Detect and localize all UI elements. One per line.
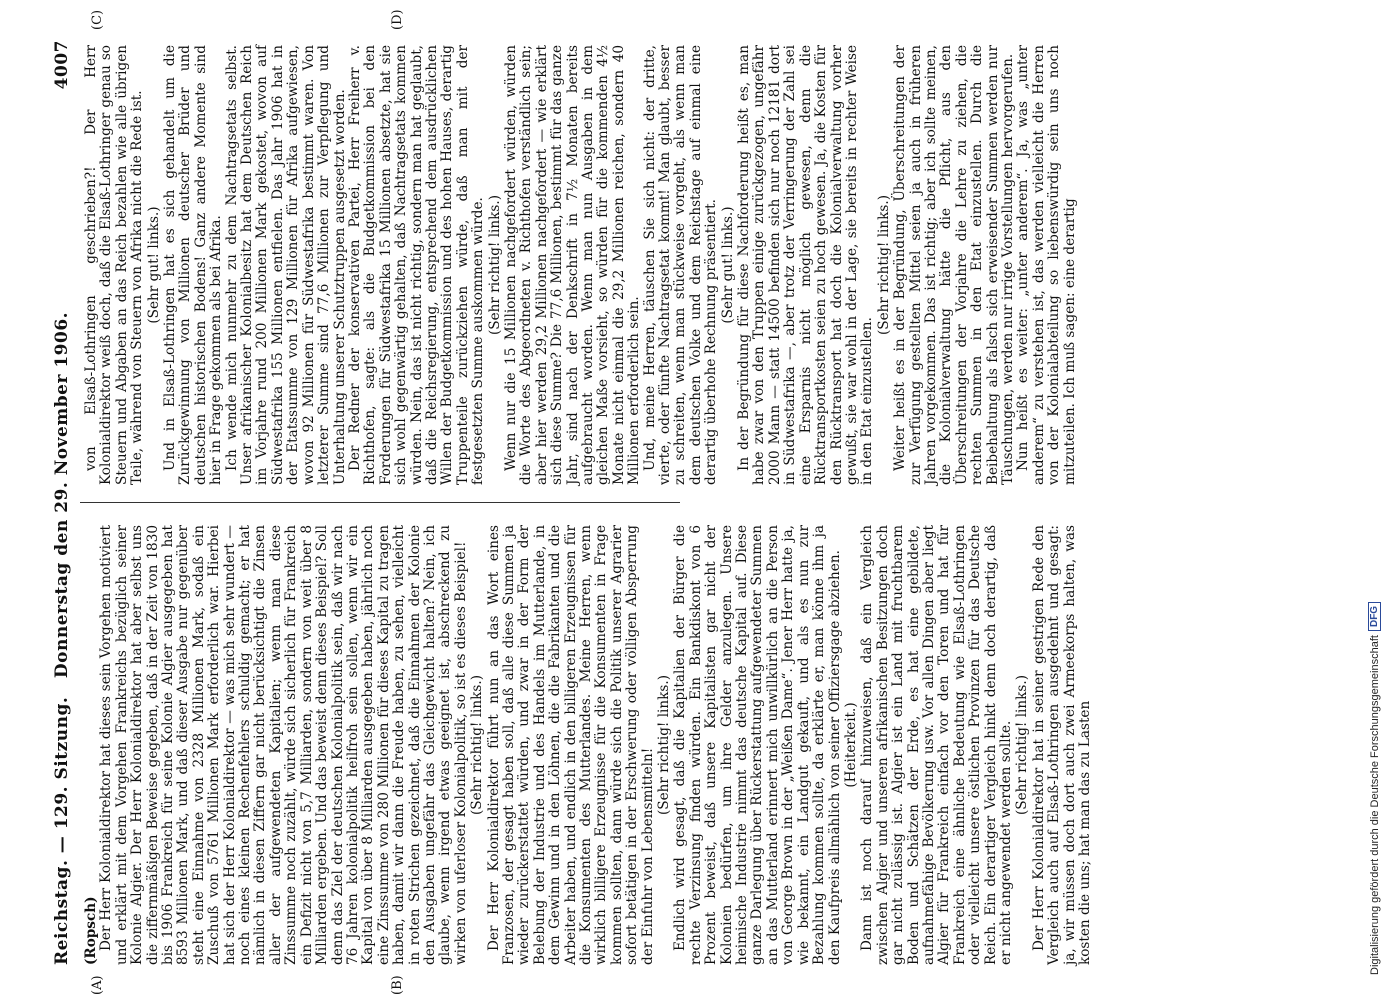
paragraph: Der Herr Kolonialdirektor führt nun an das Wort eines Franzosen, der gesagt haben soll, daß alle diese Summen ja wieder zurückerstattet würden, und zwar in der Form der Belebung der Industrie und des Handels im Mutterlande, in dem Gewinn und in den Löhnen, die die Fabrikanten und die Arbeiter haben, und endlich in den billigeren Erzeugnissen für die Konsumenten des Mutterlandes. Meine Herren, wenn wirklich billigere Erzeugnisse für die Konsumenten in Frage kommen sollten, dann würde sich die Politik unserer Agrarier sofort betätigen in der Erschwerung oder völligen Absperrung der Einfuhr von Lebensmitteln! xyxy=(485,525,656,965)
paragraph: In der Begründung für diese Nachforderung heißt es, man habe zwar von den Truppen einige zurückgezogen, ungefähr 2000 Mann — statt 14500 befinden sich nur noch 12181 dort in Südwestafrika —, aber trotz der Verringerung der Zahl sei eine Ersparnis nicht möglich gewesen, denn die Rücktransportkosten seien zu hoch gewesen. Ja, die Kosten für den Rücktransport hat doch die Kolonialverwaltung vorher gewußt, sie war wohl in der Lage, sie bereits in rechter Weise in den Etat einzustellen. xyxy=(736,45,876,485)
paragraph: Weiter heißt es in der Begründung, Überschreitungen der zur Verfügung gestellten Mittel seien ja auch in früheren Jahren vorgekommen. Das ist richtig; aber ich sollte meinen, die Kolonialverwaltung hätte die Pflicht, aus den Überschreitungen der Vorjahre die Lehre zu ziehen, die rechten Summen in den Etat einzustellen. Durch die Beibehaltung als falsch sich erweisender Summen werden nur Täuschungen, werden nur irrige Vorstellungen hervorgerufen. xyxy=(892,45,1016,485)
interjection: (Sehr gut! links.) xyxy=(145,206,162,324)
interjection: (Sehr gut! links.) xyxy=(719,206,736,324)
column-divider xyxy=(80,502,680,503)
right-column xyxy=(83,45,1078,485)
paragraph: Der Redner der konservativen Partei, Herr Freiherr v. Richthofen, sagte: als die Budgetkommission bei den Forderungen für Südwestafrika 15 Millionen absetzte, hat sie sich wohl gegenwärtig gehalten, daß Nachtragsetats kommen würden. Nein, das ist nicht richtig, sondern man hat geglaubt, daß die Reichsregierung, entsprechend dem ausdrücklichen Willen der Budgetkommission und des hohen Hauses, derartig Truppenteile zurückziehen würde, daß man mit der festgesetzten Summe auskommen würde. xyxy=(346,45,487,485)
paragraph: von Elsaß-Lothringen geschrieben?! Der Herr Kolonialdirektor weiß doch, daß die Elsaß-Lothringer genau so Steuern und Abgaben an das Reich bezahlen wie alle übrigen Teile, während von Steuern von Afrika nicht die Rede ist. xyxy=(83,45,146,485)
paragraph: Ich wende mich nunmehr zu dem Nachtragsetats selbst. Unser afrikanischer Kolonialbesitz hat dem Deutschen Reich im Vorjahre rund 200 Millionen Mark gekostet, wovon auf Südwestafrika 155 Millionen entfielen. Das Jahr 1906 hat in der Etatssumme von 129 Millionen für Afrika aufgewiesen, wovon 92 Millionen für Südwestafrika bestimmt waren. Von letzterer Summe sind 77,6 Millionen zur Verpflegung und Unterhaltung unserer Schutztruppen ausgesetzt worden. xyxy=(223,45,348,485)
margin-marker-c: (C) xyxy=(90,9,105,30)
header-center: Donnerstag den 29. November 1906. xyxy=(52,311,72,679)
paragraph: Dann ist noch darauf hinzuweisen, daß ein Vergleich zwischen Algier und unseren afrikanischen Besitzungen doch gar nicht zulässig ist. Algier ist ein Land mit fruchtbarem Boden und Schätzen der Erde, es hat eine gebildete, aufnahmefähige Bevölkerung usw. Vor allen Dingen aber liegt Algier für Frankreich einfach vor den Toren und hat für Frankreich eine ähnliche Bedeutung wie Elsaß-Lothringen oder vielleicht unsere östlichen Provinzen für das Deutsche Reich. Ein derartiger Vergleich hinkt denn doch derartig, daß er nicht angewendet werden sollte. xyxy=(859,525,1014,965)
dfg-logo: DFG xyxy=(1368,602,1381,631)
paragraph: Der Herr Kolonialdirektor hat in seiner gestrigen Rede den Vergleich auch auf Elsaß-Lothringen ausgedehnt und gesagt: ja, wir müssen doch dort auch zwei Armeekorps halten, was kosten die uns; hat man das zu Lasten xyxy=(1030,525,1093,965)
speaker-name: (Ropsch) xyxy=(83,896,99,965)
digitization-credit xyxy=(1368,15,1381,975)
margin-marker-d: (D) xyxy=(390,9,405,30)
paragraph: Endlich wird gesagt, daß die Kapitalien der Bürger die rechte Verzinsung finden würden. Ein Bankdiskont von 6 Prozent beweist, daß unsere Kapitalisten gar nicht der Kolonien bedürfen, um ihre Gelder anzulegen. Unsere heimische Industrie nimmt das deutsche Kapital auf. Diese ganze Darlegung über Rückerstattung aufgewendeter Summen an das Mutterland erinnert mich unwillkürlich an die Person von George Brown in der „Weißen Dame“. Jener Herr hatte ja, wie bekannt, ein Landgut gekauft, und als es nun zur Bezahlung kommen sollte, da erklärte er, man könne ihm ja den Kaufpreis allmählich von seiner Offiziersgage abziehen. xyxy=(672,525,843,965)
page-number: 4007 xyxy=(52,40,72,90)
interjection: (Sehr richtig! links.) xyxy=(1014,674,1031,816)
margin-marker-b: (B) xyxy=(390,975,405,995)
paragraph: Nun heißt es weiter: „unter anderem“. Ja, was „unter anderem“ zu verstehen ist, das werden vielleicht die Herren von der Kolonialabteilung so liebenswürdig sein uns noch mitzuteilen. Ich muß sagen: eine derartig xyxy=(1015,45,1078,485)
interjection: (Sehr richtig! links.) xyxy=(656,674,673,816)
page-header xyxy=(50,40,76,965)
margin-marker-a: (A) xyxy=(90,975,105,995)
paragraph: Und, meine Herren, täuschen Sie sich nicht: der dritte, vierte, oder fünfte Nachtragsetat kommt! Man glaubt, besser zu schreiten, wenn man stückweise vorgeht, als wenn man dem deutschen Volke und dem Reichstage auf einmal eine derartig überhohe Rechnung präsentiert. xyxy=(641,45,720,485)
left-column xyxy=(83,525,1093,965)
paragraph: Wenn nur die 15 Millionen nachgefordert würden, würden die Worte des Abgeordneten v. Richthofen verständlich sein; aber hier werden 29,2 Millionen nachgefordert — wie erklärt sich diese Summe? Die 77,6 Millionen, bestimmt für das ganze Jahr, sind nach der Denkschrift in 7½ Monaten bereits aufgebraucht worden. Wenn man nun Ausgaben in dem gleichen Maße vorsieht, so würden für die kommenden 4½ Monate nicht einmal die 29,2 Millionen reichen, sondern 40 Millionen erforderlich sein. xyxy=(502,45,643,485)
paragraph: Der Herr Kolonialdirektor hat dieses sein Vorgehen motiviert und erklärt mit dem Vorgehen Frankreichs bezüglich seiner Kolonie Algier. Der Herr Kolonialdirektor hat aber selbst uns die ziffernmäßigen Beweise gegeben, daß in der Zeit von 1830 bis 1906 Frankreich für seine Kolonie Algier ausgegeben hat 8593 Millionen Mark, und daß dieser Ausgabe nur gegenüber steht eine Einnahme von 2328 Millionen Mark, sodaß ein Zuschuß von 5761 Millionen Mark erforderlich war. Hierbei hat sich der Herr Kolonialdirektor — was mich sehr wundert — noch eines kleinen Rechenfehlers schuldig gemacht; er hat nämlich in diesen Ziffern gar nicht berücksichtigt die Zinsen aller der aufgewendeten Kapitalien; wenn man diese Zinssumme noch zuzählt, würde sich sicherlich für Frankreich ein Defizit nicht von 5,7 Milliarden, sondern von weit über 8 Milliarden ergeben. Und das beweist denn dieses Beispiel? Soll denn das Ziel der deutschen Kolonialpolitik sein, daß wir nach 76 Jahren kolonialpolitik heilfroh sein sollen, wenn wir ein Kapital von über 8 Milliarden ausgegeben haben, jährlich noch eine Zinssumme von 280 Millionen für dieses Kapital zu tragen haben, damit wir dann die Freude haben, zu sehen, vielleicht in roten Strichen gezeichnet, daß die Einnahmen der Kolonie den Ausgaben ungefähr das Gleichgewicht halten? Nein, ich glaube, wenn irgend etwas geeignet ist, abschreckend zu wirken von uferloser Kolonialpolitik, so ist es dieses Beispiel! xyxy=(98,525,469,965)
header-left: Reichstag. — 129. Sitzung. xyxy=(52,696,72,965)
paragraph: Und in Elsaß-Lothringen hat es sich gehandelt um die Zurückgewinnung von Millionen deutscher Brüder und deutschen historischen Bodens! Ganz andere Momente sind hier in Frage gekommen als bei Afrika. xyxy=(162,45,225,485)
credit-text: Digitalisierung gefördert durch die Deutsche Forschungsgemeinschaft xyxy=(1368,635,1381,975)
interjection: (Sehr richtig! links.) xyxy=(486,194,503,336)
interjection: (Sehr richtig! links.) xyxy=(875,194,892,336)
interjection: (Sehr richtig! links.) xyxy=(469,674,486,816)
interjection: (Heiterkeit.) xyxy=(842,702,859,788)
rotated-text-block xyxy=(50,9,1360,995)
